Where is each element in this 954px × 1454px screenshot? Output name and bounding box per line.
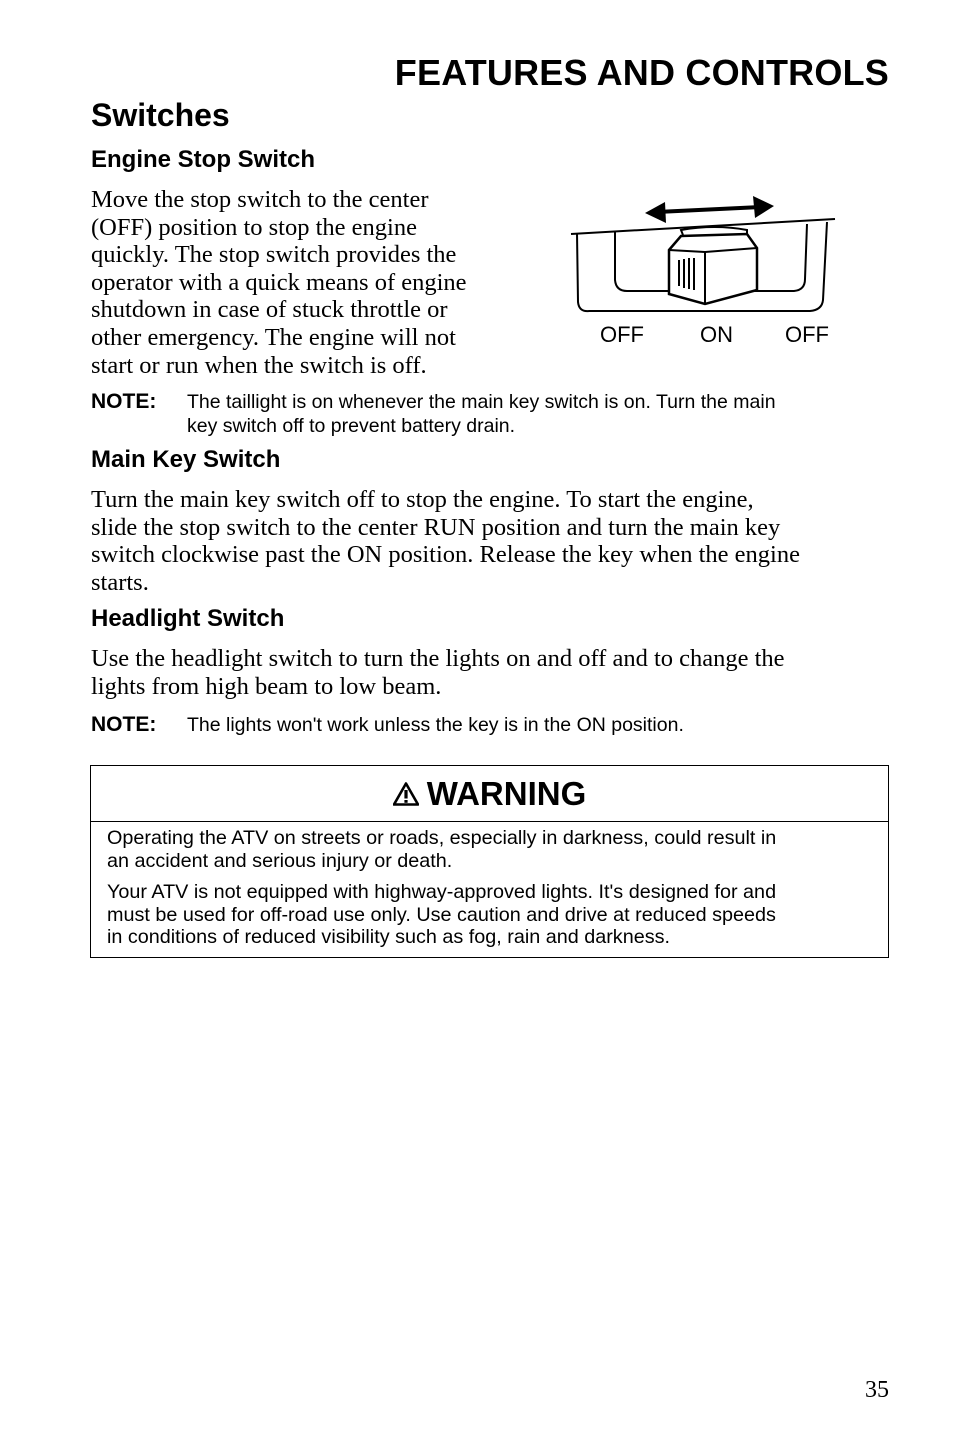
- text-line: Use the headlight switch to turn the lights on and off and to change the: [91, 645, 785, 672]
- warning-header: [91, 766, 888, 822]
- note-lights: [91, 713, 890, 737]
- note-text: The lights won't work unless the key is in the ON position.: [187, 714, 684, 736]
- double-arrow-icon: [645, 196, 774, 223]
- text-line: key switch off to prevent battery drain.: [187, 415, 516, 437]
- text-line: an accident and serious injury or death.: [107, 849, 453, 872]
- note-taillight: [91, 390, 890, 438]
- text-line: in conditions of reduced visibility such as fog, rain and darkness.: [107, 926, 670, 948]
- text-line: slide the stop switch to the center RUN position and turn the main key: [91, 513, 781, 541]
- text-line: Your ATV is not equipped with highway-approved lights. It's designed for and: [107, 881, 777, 903]
- engine-stop-heading: Engine Stop Switch: [91, 146, 316, 173]
- stop-switch-drawing: [565, 190, 845, 320]
- engine-stop-paragraph: [91, 186, 467, 379]
- text-line: switch clockwise past the ON position. Release the key when the engine: [91, 541, 800, 569]
- text-line: starts.: [91, 568, 149, 596]
- text-line: Operating the ATV on streets or roads, especially in darkness, could result in: [107, 827, 777, 849]
- text-line: Move the stop switch to the center: [91, 186, 429, 213]
- page-number: 35: [865, 1377, 889, 1403]
- warning-body: [91, 822, 888, 949]
- note-label: NOTE:: [91, 713, 157, 736]
- text-line: operator with a quick means of engine: [91, 268, 467, 296]
- headlight-heading: Headlight Switch: [91, 605, 285, 632]
- section-title: Switches: [91, 97, 230, 133]
- text-line: Turn the main key switch off to stop the engine. To start the engine,: [91, 486, 754, 513]
- stop-switch-illustration: [565, 190, 845, 355]
- position-label-off-right: OFF: [785, 322, 829, 347]
- main-key-paragraph: [91, 486, 800, 596]
- note-text: [187, 390, 890, 438]
- text-line: other emergency. The engine will not: [91, 323, 456, 351]
- text-line: (OFF) position to stop the engine: [91, 213, 417, 241]
- note-label: NOTE:: [91, 390, 157, 413]
- text-line: quickly. The stop switch provides the: [91, 241, 457, 269]
- main-key-heading: Main Key Switch: [91, 446, 281, 473]
- text-line: must be used for off-road use only. Use caution and drive at reduced speeds: [107, 903, 776, 926]
- warning-paragraph: [107, 827, 870, 872]
- position-label-on: ON: [700, 322, 733, 347]
- text-line: The taillight is on whenever the main key switch is on. Turn the main: [187, 391, 776, 413]
- chapter-title: FEATURES AND CONTROLS: [394, 52, 889, 93]
- position-label-off-left: OFF: [600, 322, 644, 347]
- warning-box: [90, 765, 889, 958]
- text-line: lights from high beam to low beam.: [91, 672, 442, 700]
- warning-triangle-icon: [393, 782, 419, 806]
- switch-knob: [669, 227, 757, 304]
- text-line: shutdown in case of stuck throttle or: [91, 296, 448, 324]
- headlight-paragraph: [91, 645, 785, 700]
- warning-paragraph: [107, 881, 870, 949]
- warning-title: WARNING: [426, 774, 587, 812]
- text-line: start or run when the switch is off.: [91, 351, 427, 379]
